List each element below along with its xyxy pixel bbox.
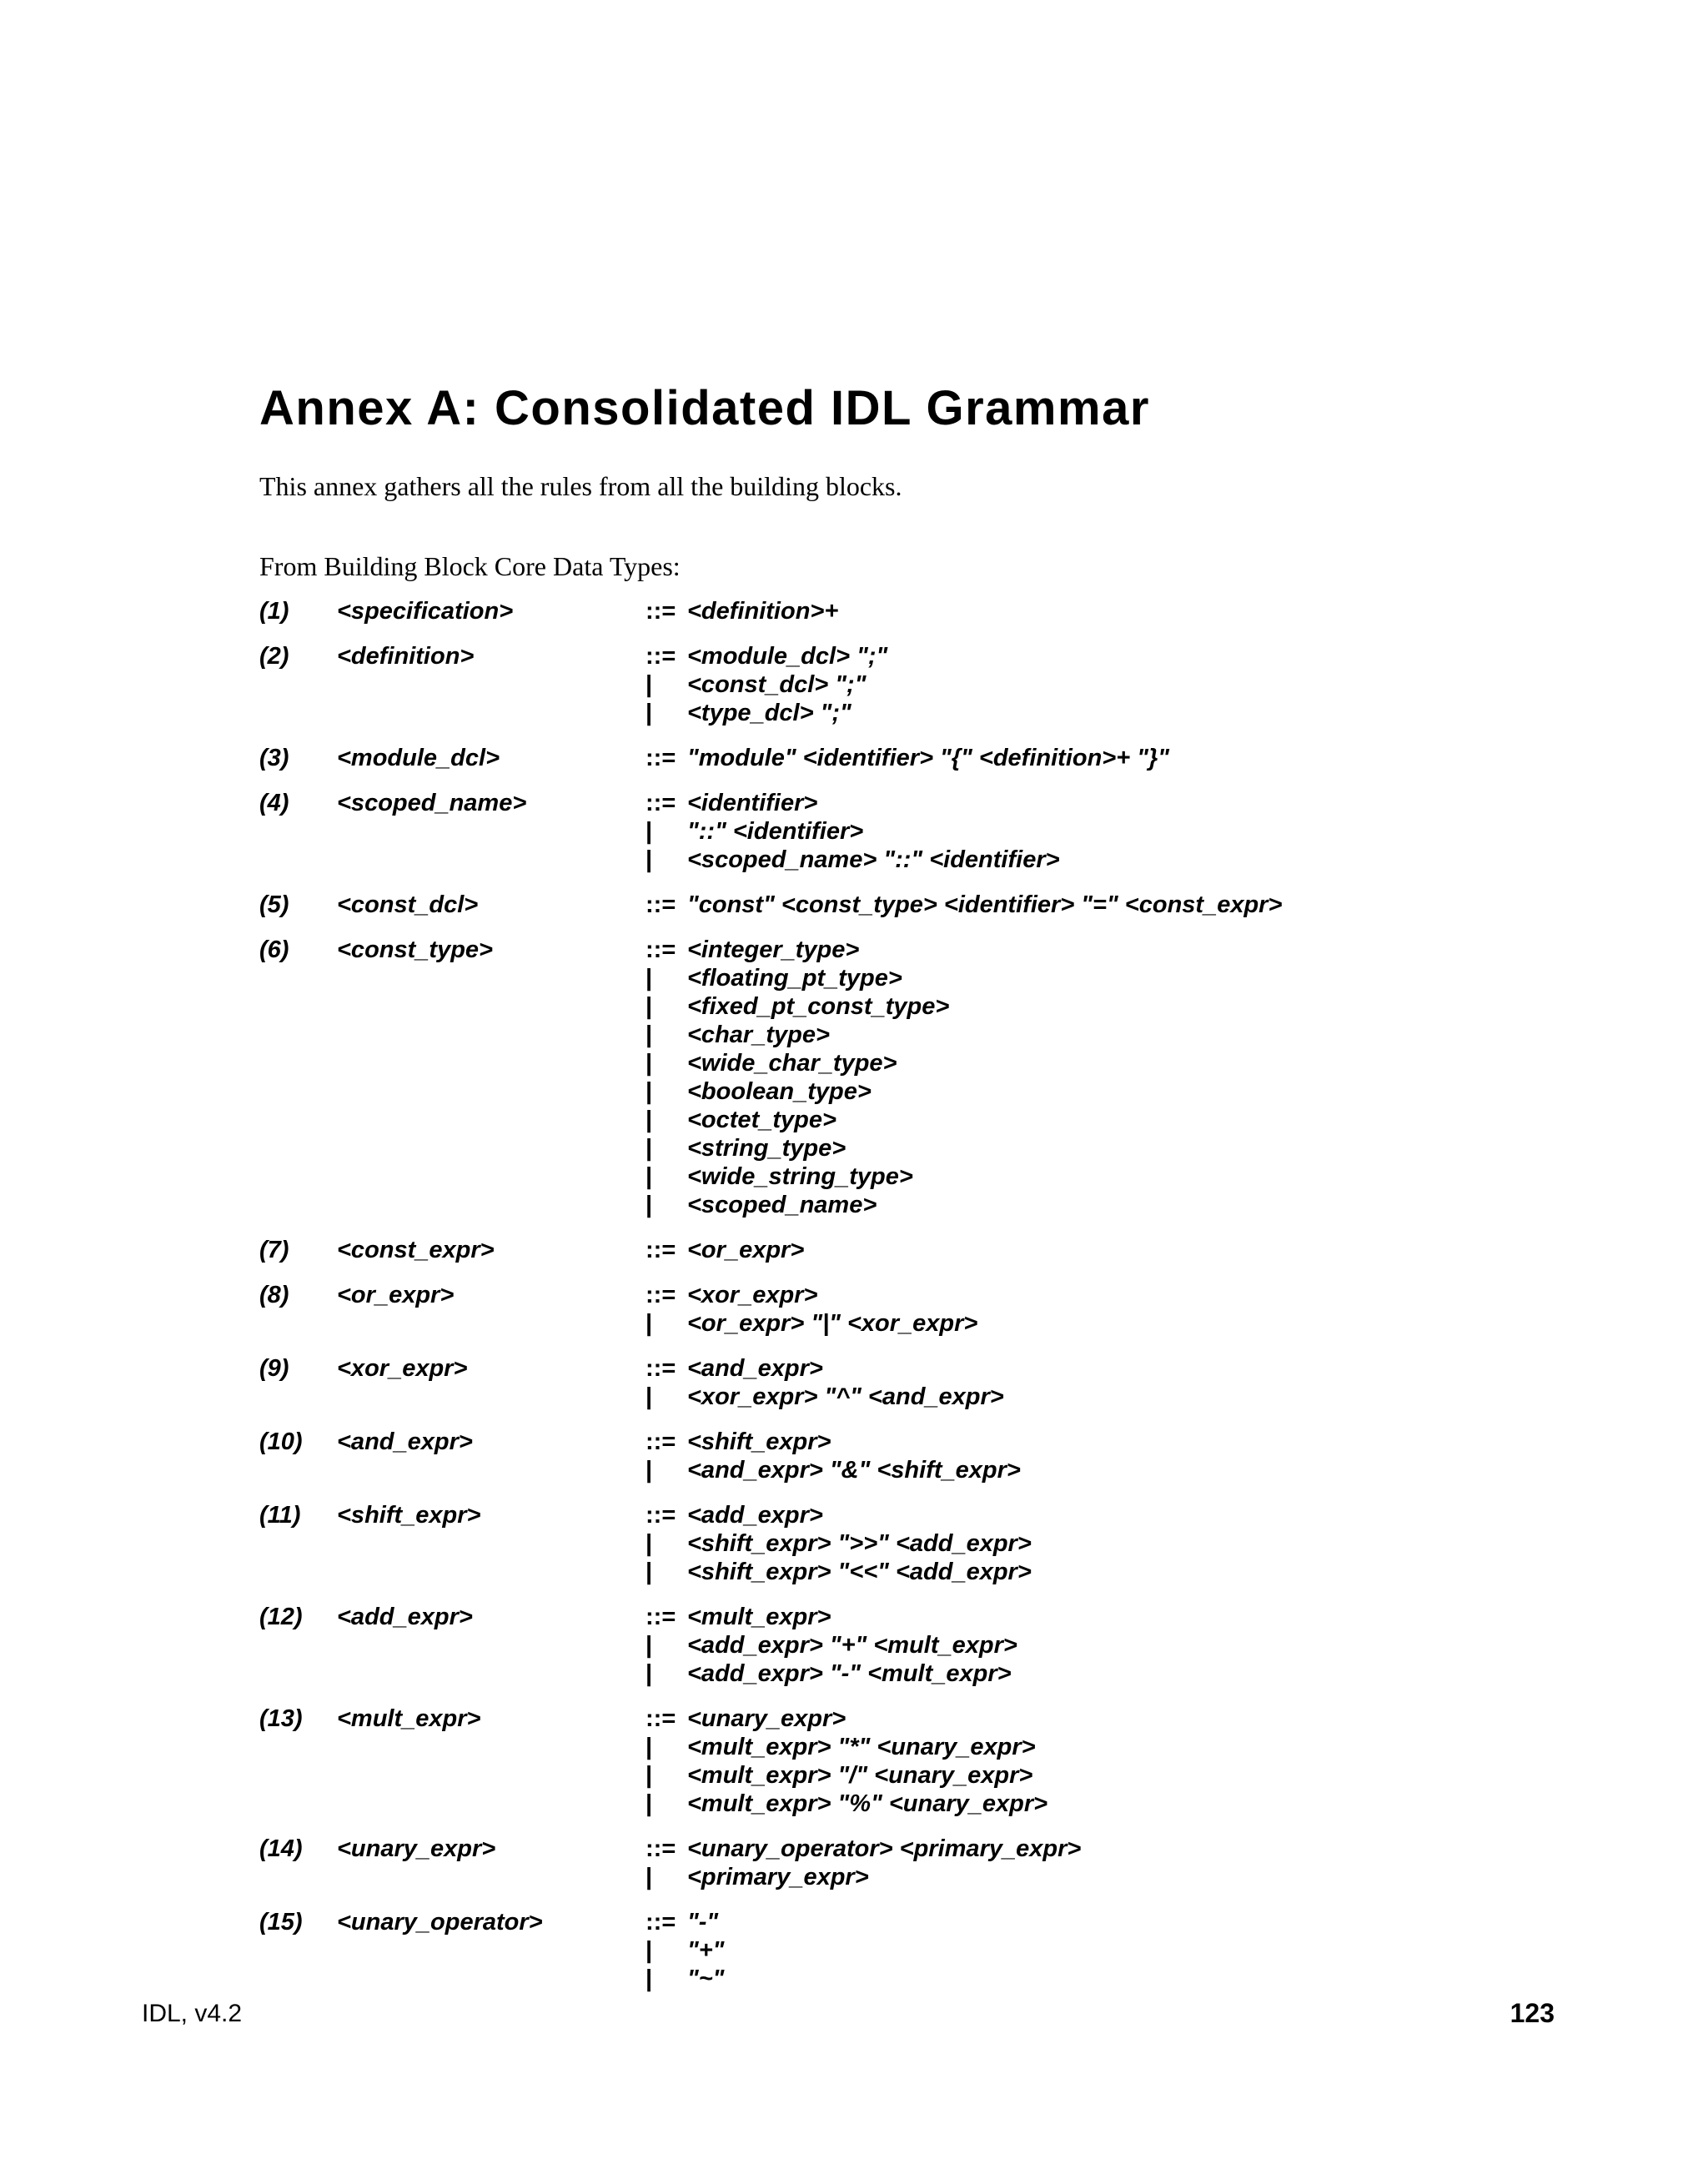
- define-operator: ::=: [646, 1237, 676, 1263]
- rule-number: (2): [259, 643, 289, 670]
- rule-expression: <const_dcl> ";": [687, 671, 867, 698]
- alternative-bar: |: [646, 1163, 653, 1190]
- alternative-bar: |: [646, 818, 653, 845]
- rule-expression: <definition>+: [687, 598, 839, 625]
- rule-definition-line: [259, 597, 1510, 625]
- rule-expression: <xor_expr> "^" <and_expr>: [687, 1383, 1004, 1410]
- alternative-bar: |: [646, 700, 653, 726]
- alternative-bar: |: [646, 965, 653, 992]
- rule-expression: <and_expr> "&" <shift_expr>: [687, 1457, 1021, 1484]
- rule-definition-line: [259, 1354, 1510, 1383]
- rule-name: <scoped_name>: [337, 790, 527, 816]
- grammar-rule: [259, 1705, 1510, 1818]
- rule-alternative-line: [259, 846, 1510, 874]
- grammar-rule: [259, 1236, 1510, 1264]
- rule-expression: <floating_pt_type>: [687, 965, 902, 992]
- rule-name: <xor_expr>: [337, 1355, 468, 1382]
- rule-alternative-line: [259, 1936, 1510, 1965]
- intro-paragraph: This annex gathers all the rules from all the building blocks.: [259, 471, 902, 501]
- rule-alternative-line: [259, 1021, 1510, 1049]
- grammar-rule: [259, 1835, 1510, 1891]
- rule-expression: <or_expr> "|" <xor_expr>: [687, 1310, 978, 1337]
- alternative-bar: |: [646, 1632, 653, 1659]
- rule-alternative-line: [259, 992, 1510, 1021]
- source-heading: From Building Block Core Data Types:: [259, 551, 681, 581]
- define-operator: ::=: [646, 1355, 676, 1382]
- rule-name: <unary_operator>: [337, 1909, 543, 1936]
- rule-expression: <shift_expr>: [687, 1428, 831, 1455]
- rule-name: <const_dcl>: [337, 891, 479, 918]
- rule-number: (10): [259, 1428, 303, 1455]
- rule-number: (4): [259, 790, 289, 816]
- rule-alternative-line: [259, 1049, 1510, 1077]
- alternative-bar: |: [646, 1937, 653, 1964]
- alternative-bar: |: [646, 1022, 653, 1048]
- rule-expression: <wide_string_type>: [687, 1163, 913, 1190]
- grammar-rule: [259, 1501, 1510, 1586]
- define-operator: ::=: [646, 1604, 676, 1630]
- rule-expression: <integer_type>: [687, 936, 860, 963]
- rule-alternative-line: [259, 1309, 1510, 1338]
- footer-document-version: IDL, v4.2: [142, 2000, 243, 2027]
- rule-name: <add_expr>: [337, 1604, 473, 1630]
- grammar-rule: [259, 1354, 1510, 1411]
- define-operator: ::=: [646, 1909, 676, 1936]
- rule-definition-line: [259, 744, 1510, 772]
- define-operator: ::=: [646, 1428, 676, 1455]
- rule-alternative-line: [259, 1965, 1510, 1993]
- rule-alternative-line: [259, 1631, 1510, 1659]
- rule-alternative-line: [259, 1790, 1510, 1818]
- grammar-rule: [259, 642, 1510, 727]
- grammar-rules: [259, 597, 1510, 2010]
- rule-definition-line: [259, 1428, 1510, 1456]
- define-operator: ::=: [646, 1282, 676, 1308]
- rule-expression: <mult_expr> "*" <unary_expr>: [687, 1734, 1036, 1760]
- rule-name: <and_expr>: [337, 1428, 473, 1455]
- rule-definition-line: [259, 1835, 1510, 1863]
- rule-alternative-line: [259, 1761, 1510, 1790]
- rule-alternative-line: [259, 1162, 1510, 1191]
- footer-page-number: 123: [1510, 1998, 1555, 2028]
- rule-number: (9): [259, 1355, 289, 1382]
- define-operator: ::=: [646, 1502, 676, 1529]
- alternative-bar: |: [646, 1383, 653, 1410]
- rule-alternative-line: [259, 1383, 1510, 1411]
- alternative-bar: |: [646, 1530, 653, 1557]
- rule-expression: <add_expr> "-" <mult_expr>: [687, 1660, 1012, 1687]
- rule-expression: <shift_expr> "<<" <add_expr>: [687, 1559, 1032, 1585]
- rule-alternative-line: [259, 1529, 1510, 1558]
- rule-number: (3): [259, 745, 289, 771]
- alternative-bar: |: [646, 846, 653, 873]
- rule-expression: <fixed_pt_const_type>: [687, 993, 950, 1020]
- rule-expression: <or_expr>: [687, 1237, 805, 1263]
- rule-name: <unary_expr>: [337, 1835, 496, 1862]
- rule-definition-line: [259, 642, 1510, 670]
- rule-definition-line: [259, 1705, 1510, 1733]
- rule-definition-line: [259, 1501, 1510, 1529]
- rule-expression: <type_dcl> ";": [687, 700, 851, 726]
- rule-expression: <string_type>: [687, 1135, 846, 1162]
- rule-expression: <mult_expr>: [687, 1604, 831, 1630]
- define-operator: ::=: [646, 891, 676, 918]
- rule-name: <mult_expr>: [337, 1705, 481, 1732]
- rule-expression: "::" <identifier>: [687, 818, 864, 845]
- define-operator: ::=: [646, 1705, 676, 1732]
- rule-expression: <scoped_name>: [687, 1192, 877, 1218]
- rule-expression: <identifier>: [687, 790, 818, 816]
- alternative-bar: |: [646, 1559, 653, 1585]
- rule-expression: <module_dcl> ";": [687, 643, 888, 670]
- rule-name: <module_dcl>: [337, 745, 500, 771]
- rule-number: (8): [259, 1282, 289, 1308]
- rule-expression: <add_expr>: [687, 1502, 823, 1529]
- rule-expression: <unary_operator> <primary_expr>: [687, 1835, 1082, 1862]
- rule-expression: <unary_expr>: [687, 1705, 846, 1732]
- rule-alternative-line: [259, 1659, 1510, 1688]
- rule-alternative-line: [259, 1863, 1510, 1891]
- rule-alternative-line: [259, 1191, 1510, 1219]
- rule-number: (12): [259, 1604, 303, 1630]
- define-operator: ::=: [646, 790, 676, 816]
- rule-name: <shift_expr>: [337, 1502, 481, 1529]
- grammar-rule: [259, 936, 1510, 1219]
- alternative-bar: |: [646, 1762, 653, 1789]
- alternative-bar: |: [646, 1734, 653, 1760]
- rule-expression: <primary_expr>: [687, 1864, 869, 1890]
- rule-expression: <boolean_type>: [687, 1078, 872, 1105]
- rule-name: <const_expr>: [337, 1237, 495, 1263]
- rule-number: (13): [259, 1705, 303, 1732]
- define-operator: ::=: [646, 936, 676, 963]
- rule-definition-line: [259, 1236, 1510, 1264]
- rule-expression: <shift_expr> ">>" <add_expr>: [687, 1530, 1032, 1557]
- grammar-rule: [259, 1428, 1510, 1484]
- alternative-bar: |: [646, 1107, 653, 1133]
- rule-number: (7): [259, 1237, 289, 1263]
- grammar-rule: [259, 1281, 1510, 1338]
- rule-expression: <mult_expr> "%" <unary_expr>: [687, 1790, 1048, 1817]
- define-operator: ::=: [646, 643, 676, 670]
- rule-name: <or_expr>: [337, 1282, 455, 1308]
- rule-expression: "module" <identifier> "{" <definition>+ "}": [687, 745, 1170, 771]
- rule-definition-line: [259, 891, 1510, 919]
- rule-expression: <char_type>: [687, 1022, 830, 1048]
- rule-number: (15): [259, 1909, 303, 1936]
- rule-alternative-line: [259, 699, 1510, 727]
- grammar-rule: [259, 1603, 1510, 1688]
- rule-definition-line: [259, 936, 1510, 964]
- rule-alternative-line: [259, 1733, 1510, 1761]
- rule-alternative-line: [259, 817, 1510, 846]
- rule-alternative-line: [259, 964, 1510, 992]
- rule-expression: <scoped_name> "::" <identifier>: [687, 846, 1060, 873]
- alternative-bar: |: [646, 1457, 653, 1484]
- rule-alternative-line: [259, 1106, 1510, 1134]
- rule-number: (11): [259, 1502, 301, 1529]
- define-operator: ::=: [646, 598, 676, 625]
- grammar-rule: [259, 891, 1510, 919]
- rule-definition-line: [259, 789, 1510, 817]
- rule-expression: <octet_type>: [687, 1107, 836, 1133]
- alternative-bar: |: [646, 1864, 653, 1890]
- define-operator: ::=: [646, 1835, 676, 1862]
- rule-alternative-line: [259, 1134, 1510, 1162]
- alternative-bar: |: [646, 1310, 653, 1337]
- rule-name: <specification>: [337, 598, 514, 625]
- grammar-rule: [259, 597, 1510, 625]
- page-title: Annex A: Consolidated IDL Grammar: [259, 381, 1150, 435]
- rule-number: (14): [259, 1835, 303, 1862]
- rule-name: <definition>: [337, 643, 475, 670]
- rule-expression: <xor_expr>: [687, 1282, 818, 1308]
- alternative-bar: |: [646, 1790, 653, 1817]
- rule-expression: <mult_expr> "/" <unary_expr>: [687, 1762, 1033, 1789]
- rule-name: <const_type>: [337, 936, 493, 963]
- rule-definition-line: [259, 1281, 1510, 1309]
- rule-alternative-line: [259, 670, 1510, 699]
- alternative-bar: |: [646, 1966, 653, 1992]
- rule-expression: <and_expr>: [687, 1355, 823, 1382]
- alternative-bar: |: [646, 1660, 653, 1687]
- rule-expression: "~": [687, 1966, 725, 1992]
- rule-alternative-line: [259, 1456, 1510, 1484]
- alternative-bar: |: [646, 1192, 653, 1218]
- alternative-bar: |: [646, 671, 653, 698]
- rule-expression: "const" <const_type> <identifier> "=" <const_expr>: [687, 891, 1283, 918]
- grammar-rule: [259, 744, 1510, 772]
- rule-number: (1): [259, 598, 289, 625]
- rule-expression: "+": [687, 1937, 725, 1964]
- rule-number: (5): [259, 891, 289, 918]
- alternative-bar: |: [646, 1050, 653, 1077]
- grammar-rule: [259, 789, 1510, 874]
- rule-definition-line: [259, 1603, 1510, 1631]
- rule-expression: "-": [687, 1909, 719, 1936]
- rule-expression: <add_expr> "+" <mult_expr>: [687, 1632, 1017, 1659]
- define-operator: ::=: [646, 745, 676, 771]
- rule-alternative-line: [259, 1077, 1510, 1106]
- rule-number: (6): [259, 936, 289, 963]
- alternative-bar: |: [646, 993, 653, 1020]
- rule-alternative-line: [259, 1558, 1510, 1586]
- grammar-rule: [259, 1908, 1510, 1993]
- alternative-bar: |: [646, 1135, 653, 1162]
- rule-definition-line: [259, 1908, 1510, 1936]
- rule-expression: <wide_char_type>: [687, 1050, 897, 1077]
- alternative-bar: |: [646, 1078, 653, 1105]
